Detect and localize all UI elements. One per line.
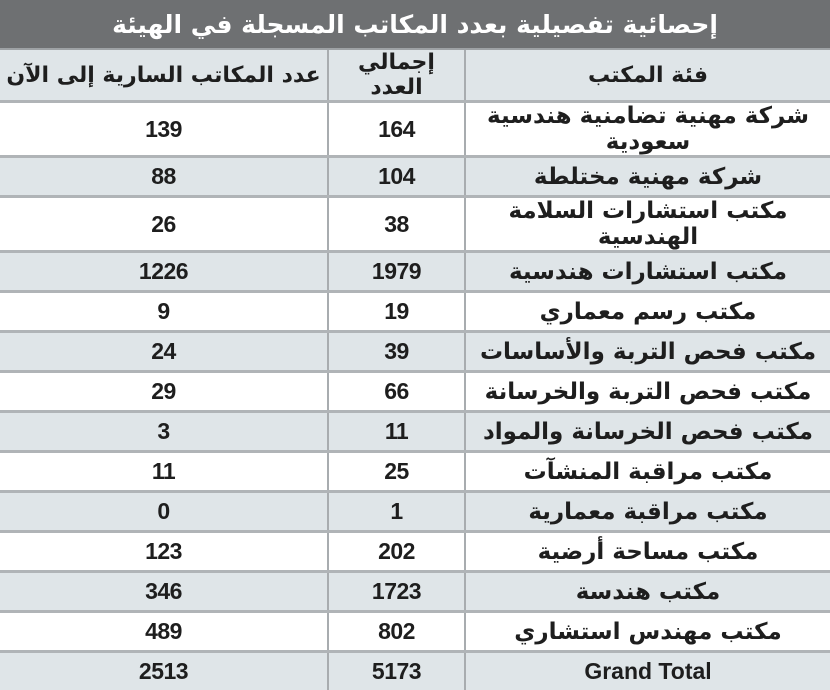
cell-category: مكتب مساحة أرضية <box>465 532 830 572</box>
cell-total: 39 <box>328 332 465 372</box>
cell-category: مكتب مراقبة المنشآت <box>465 452 830 492</box>
table-row <box>0 452 830 492</box>
table-row <box>0 612 830 652</box>
cell-category: مكتب مراقبة معمارية <box>465 492 830 532</box>
cell-total: 1979 <box>328 252 465 292</box>
cell-category: مكتب مهندس استشاري <box>465 612 830 652</box>
cell-total: 25 <box>328 452 465 492</box>
cell-total: 5173 <box>328 652 465 690</box>
cell-total: 19 <box>328 292 465 332</box>
table-row <box>0 157 830 197</box>
cell-active: 26 <box>0 197 328 252</box>
table-row <box>0 197 830 252</box>
table-row <box>0 372 830 412</box>
cell-active: 0 <box>0 492 328 532</box>
cell-active: 9 <box>0 292 328 332</box>
cell-active: 2513 <box>0 652 328 690</box>
cell-active: 139 <box>0 102 328 157</box>
cell-active: 489 <box>0 612 328 652</box>
cell-total: 164 <box>328 102 465 157</box>
cell-active: 123 <box>0 532 328 572</box>
table-row <box>0 532 830 572</box>
grand-total-row <box>0 652 830 690</box>
cell-active: 29 <box>0 372 328 412</box>
cell-category: مكتب هندسة <box>465 572 830 612</box>
cell-active: 24 <box>0 332 328 372</box>
table-row <box>0 102 830 157</box>
cell-active: 11 <box>0 452 328 492</box>
table-row <box>0 332 830 372</box>
cell-category: مكتب فحص الخرسانة والمواد <box>465 412 830 452</box>
cell-category: مكتب استشارات هندسية <box>465 252 830 292</box>
cell-total: 66 <box>328 372 465 412</box>
header-category: فئة المكتب <box>465 50 830 102</box>
cell-active: 1226 <box>0 252 328 292</box>
cell-category: مكتب فحص التربة والأساسات <box>465 332 830 372</box>
table-row <box>0 492 830 532</box>
cell-category: مكتب رسم معماري <box>465 292 830 332</box>
cell-active: 3 <box>0 412 328 452</box>
cell-category: شركة مهنية تضامنية هندسية سعودية <box>465 102 830 157</box>
table-row <box>0 292 830 332</box>
offices-stats-table <box>0 50 830 690</box>
table-row <box>0 252 830 292</box>
table-row <box>0 572 830 612</box>
cell-total: 802 <box>328 612 465 652</box>
cell-category: مكتب فحص التربة والخرسانة <box>465 372 830 412</box>
header-active: عدد المكاتب السارية إلى الآن <box>0 50 328 102</box>
cell-total: 104 <box>328 157 465 197</box>
cell-total: 1723 <box>328 572 465 612</box>
cell-total: 38 <box>328 197 465 252</box>
cell-total: 202 <box>328 532 465 572</box>
cell-active: 346 <box>0 572 328 612</box>
cell-active: 88 <box>0 157 328 197</box>
header-total: إجمالي العدد <box>328 50 465 102</box>
cell-total: 1 <box>328 492 465 532</box>
table-row <box>0 412 830 452</box>
header-row <box>0 50 830 102</box>
cell-category: Grand Total <box>465 652 830 690</box>
table-title: إحصائية تفصيلية بعدد المكاتب المسجلة في الهيئة <box>0 0 830 50</box>
cell-category: مكتب استشارات السلامة الهندسية <box>465 197 830 252</box>
cell-category: شركة مهنية مختلطة <box>465 157 830 197</box>
cell-total: 11 <box>328 412 465 452</box>
